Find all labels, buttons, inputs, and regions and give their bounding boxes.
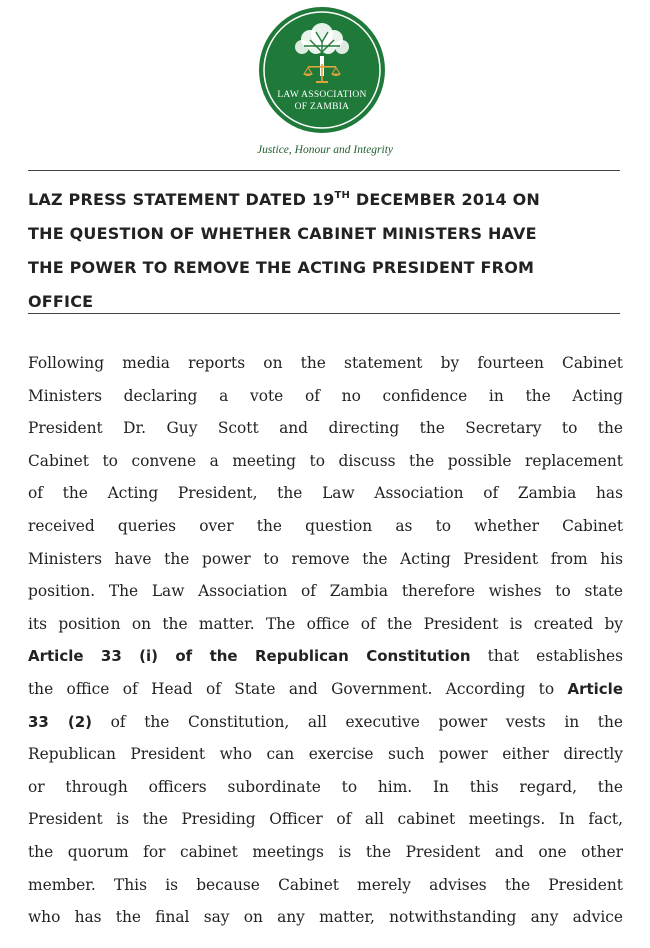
- headline-line-2: THE QUESTION OF WHETHER CABINET MINISTERS HAVE: [28, 224, 537, 243]
- body-line: Republican President who can exercise such power either directly: [28, 745, 623, 764]
- body-line: Ministers declaring a vote of no confidence in the Acting: [28, 386, 623, 405]
- body-line: Ministers have the power to remove the Acting President from his: [28, 549, 623, 568]
- body-line-text: of the Constitution, all executive power vests in the: [91, 712, 623, 731]
- headline-ordinal-suffix: TH: [334, 190, 351, 201]
- body-line: position. The Law Association of Zambia therefore wishes to state: [28, 582, 623, 601]
- headline-line-1-rest: DECEMBER 2014 ON: [350, 190, 540, 209]
- body-line: Following media reports on the statement by fourteen Cabinet: [28, 354, 623, 372]
- body-line: [28, 706, 623, 739]
- body-line: its position on the matter. The office of the President is created by: [28, 614, 623, 633]
- body-line: President is the Presiding Officer of all cabinet meetings. In fact,: [28, 810, 623, 829]
- body-line: the quorum for cabinet meetings is the President and one other: [28, 842, 623, 861]
- body-line: who has the final say on any matter, notwithstanding any advice: [28, 908, 623, 927]
- article-33-2-reference: 33 (2): [28, 712, 92, 731]
- body-line: President Dr. Guy Scott and directing the Secretary to the: [28, 419, 623, 438]
- headline-line-4: OFFICE: [28, 292, 94, 311]
- body-line-text: that establishes: [470, 647, 624, 666]
- body-line: [28, 673, 623, 706]
- body-line: [28, 640, 623, 673]
- body-line: member. This is because Cabinet merely advises the President: [28, 875, 623, 894]
- headline-line-1-text: LAZ PRESS STATEMENT DATED 19: [28, 190, 335, 209]
- body-line: Cabinet to convene a meeting to discuss the possible replacement: [28, 451, 623, 470]
- headline-bottom-rule: [28, 313, 620, 314]
- press-statement-headline: [28, 183, 628, 319]
- article-33-1-reference: Article 33 (i) of the Republican Constitution: [28, 647, 471, 666]
- headline-line-1: [28, 183, 628, 217]
- body-line: of the Acting President, the Law Association of Zambia has: [28, 484, 623, 503]
- body-line: received queries over the question as to whether Cabinet: [28, 516, 623, 535]
- headline-line-3: THE POWER TO REMOVE THE ACTING PRESIDENT FROM: [28, 258, 535, 277]
- body-line: or through officers subordinate to him. In this regard, the: [28, 777, 623, 796]
- laz-seal-logo: [258, 6, 386, 134]
- statement-body: [28, 347, 623, 934]
- letterhead: [0, 0, 650, 170]
- article-reference: Article: [567, 679, 623, 698]
- headline-top-rule: [28, 170, 620, 171]
- seal-org-line2: OF ZAMBIA: [294, 102, 350, 112]
- tagline: Justice, Honour and Integrity: [256, 144, 394, 156]
- seal-org-line1: LAW ASSOCIATION: [277, 90, 367, 100]
- body-line-text: the office of Head of State and Government. According to: [28, 679, 568, 698]
